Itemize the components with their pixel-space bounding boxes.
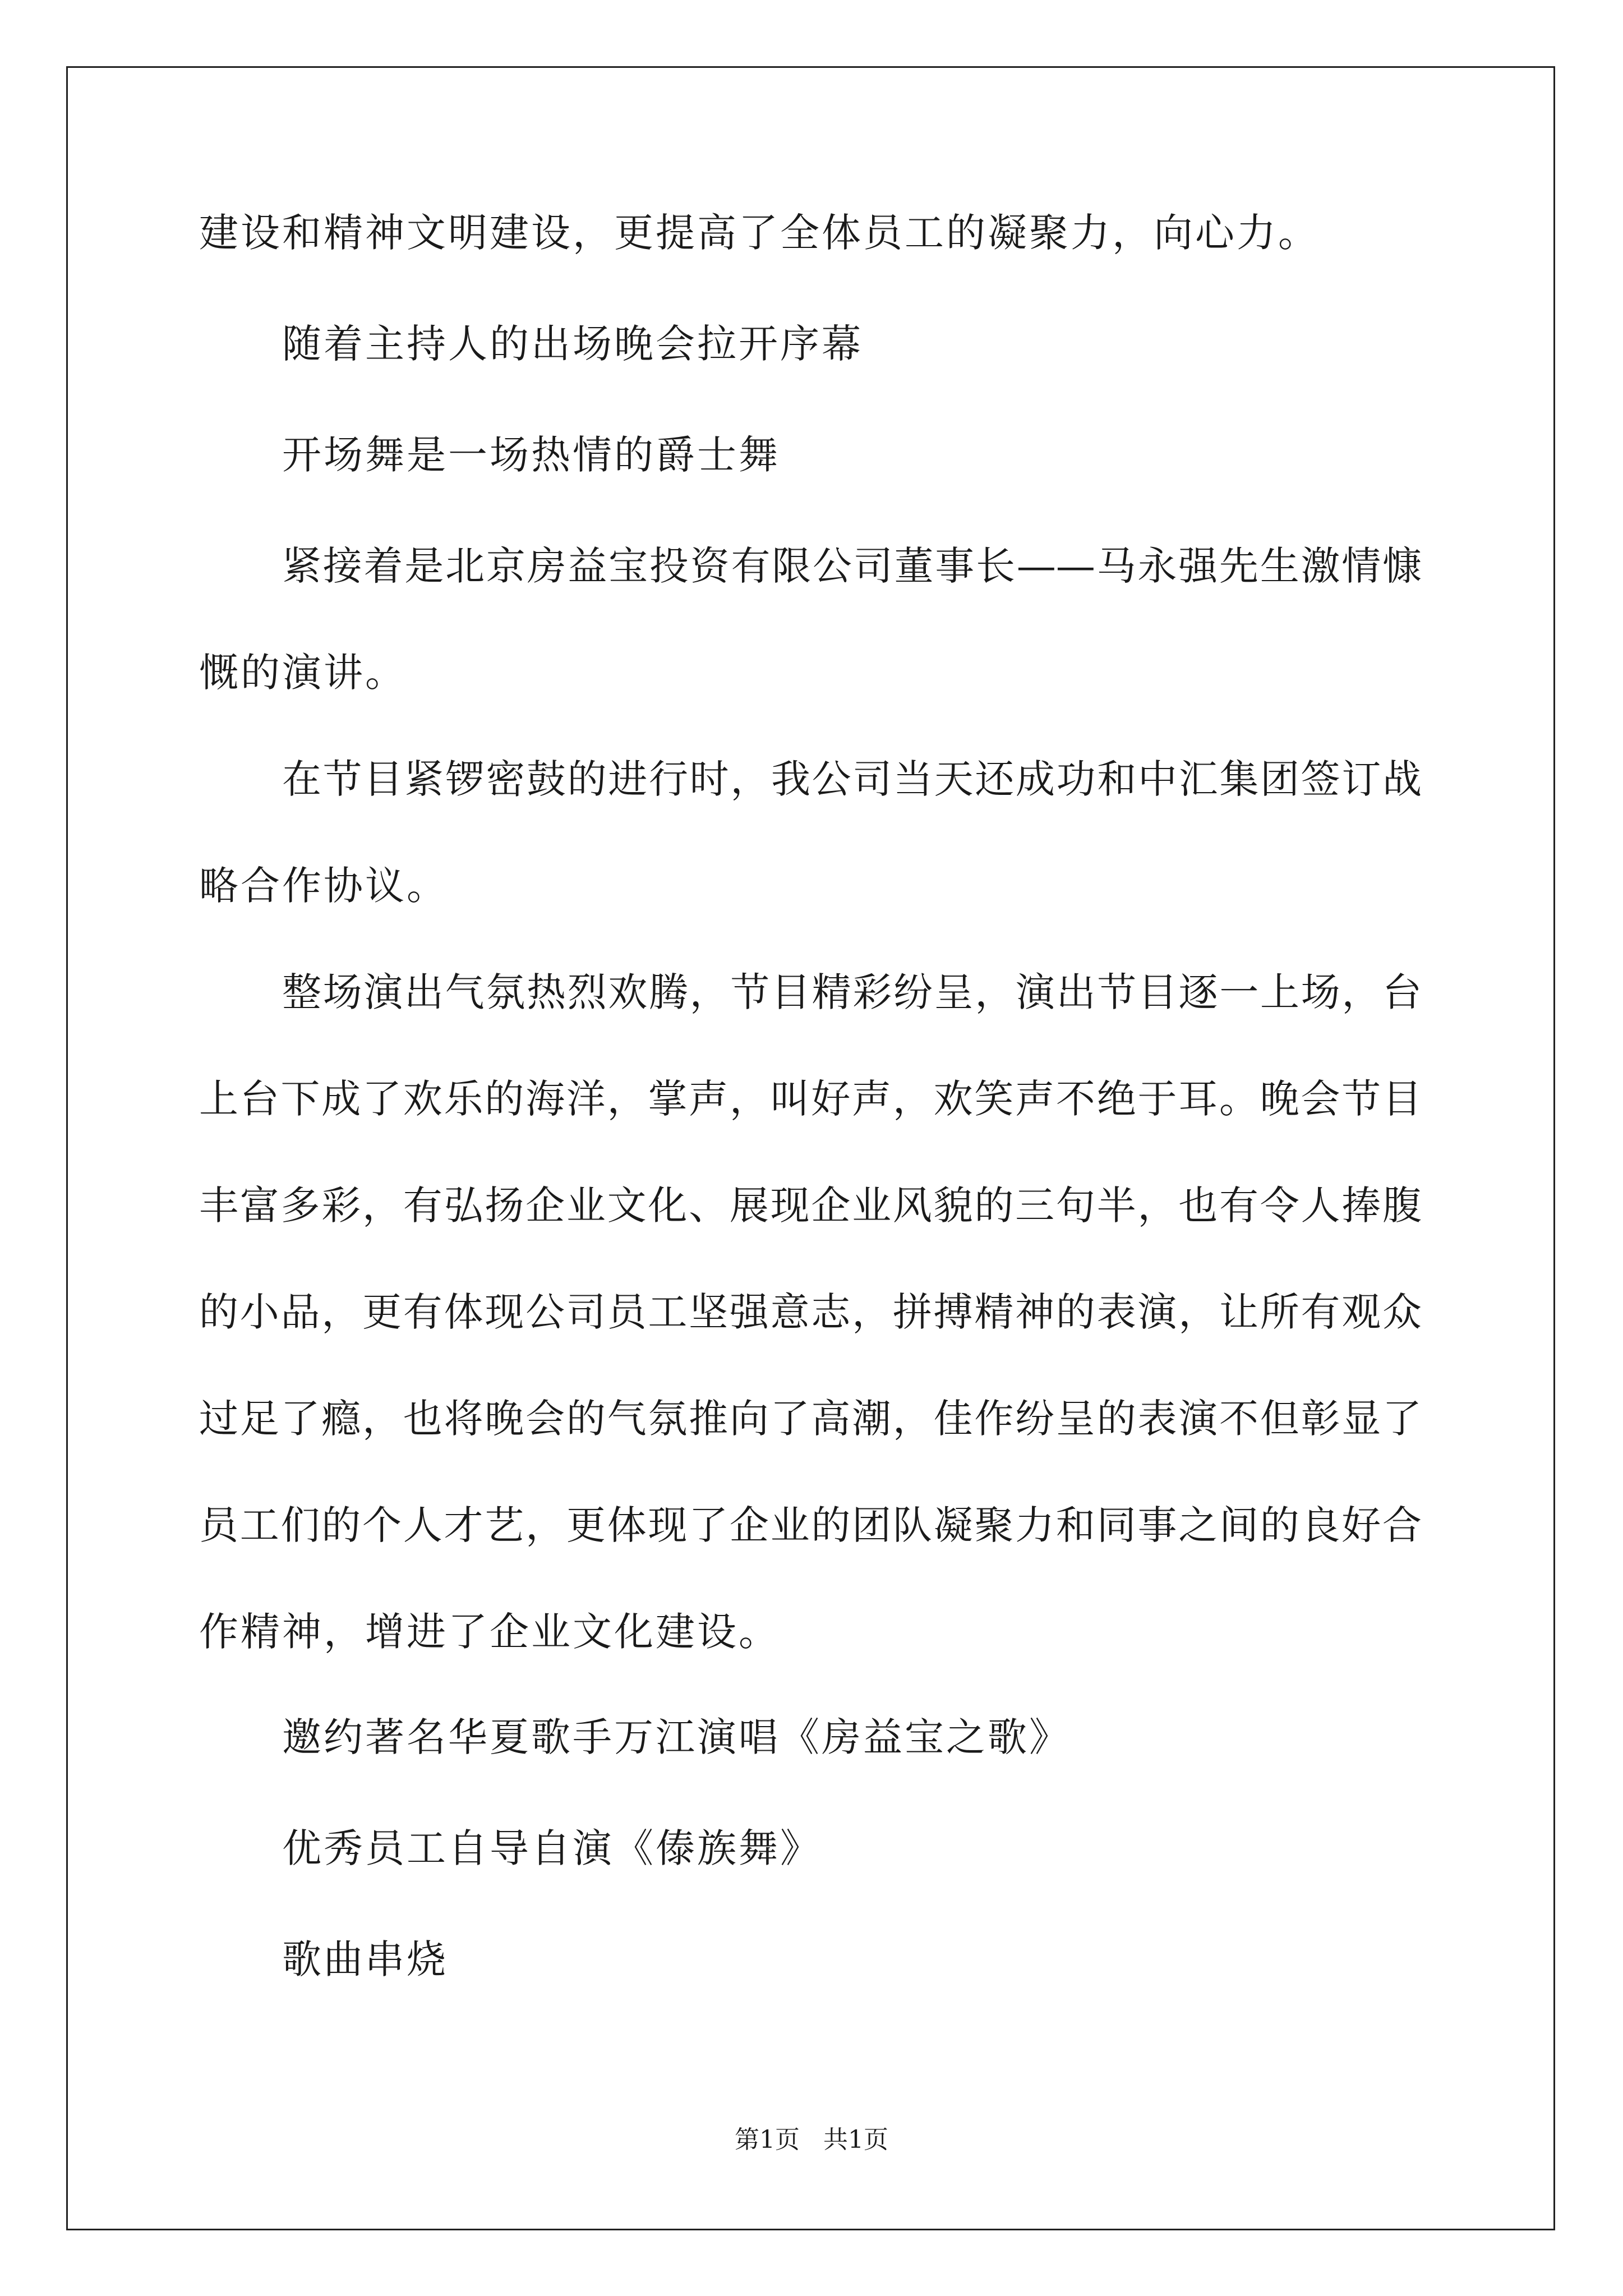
text-line: 开场舞是一场热情的爵士舞 (282, 432, 780, 478)
text-line: 歌曲串烧 (282, 1936, 448, 1982)
text-line: 作精神，增进了企业文化建设。 (199, 1609, 780, 1655)
text-line: 随着主持人的出场晚会拉开序幕 (282, 321, 863, 367)
text-line: 过足了瘾，也将晚会的气氛推向了高潮，佳作纷呈的表演不但彰显了 (199, 1396, 1422, 1442)
text-line: 在节目紧锣密鼓的进行时，我公司当天还成功和中汇集团签订战 (282, 756, 1422, 802)
text-line: 员工们的个人才艺，更体现了企业的团队凝聚力和同事之间的良好合 (199, 1502, 1422, 1548)
text-line: 的小品，更有体现公司员工坚强意志，拼搏精神的表演，让所有观众 (199, 1289, 1422, 1335)
text-line: 建设和精神文明建设，更提高了全体员工的凝聚力，向心力。 (199, 210, 1320, 256)
page-number: 第1页 共1页 (735, 2125, 888, 2154)
text-line: 略合作协议。 (199, 863, 448, 909)
page-border (66, 66, 1555, 2230)
text-line: 邀约著名华夏歌手万江演唱《房益宝之歌》 (282, 1714, 1071, 1760)
text-line: 整场演出气氛热烈欢腾，节目精彩纷呈，演出节目逐一上场，台 (282, 969, 1422, 1015)
text-line: 优秀员工自导自演《傣族舞》 (282, 1825, 822, 1871)
text-line: 慨的演讲。 (199, 650, 407, 696)
text-line: 丰富多彩，有弘扬企业文化、展现企业风貌的三句半，也有令人捧腹 (199, 1182, 1422, 1228)
text-line: 紧接着是北京房益宝投资有限公司董事长——马永强先生激情慷 (282, 543, 1422, 589)
text-line: 上台下成了欢乐的海洋，掌声，叫好声，欢笑声不绝于耳。晚会节目 (199, 1076, 1422, 1122)
